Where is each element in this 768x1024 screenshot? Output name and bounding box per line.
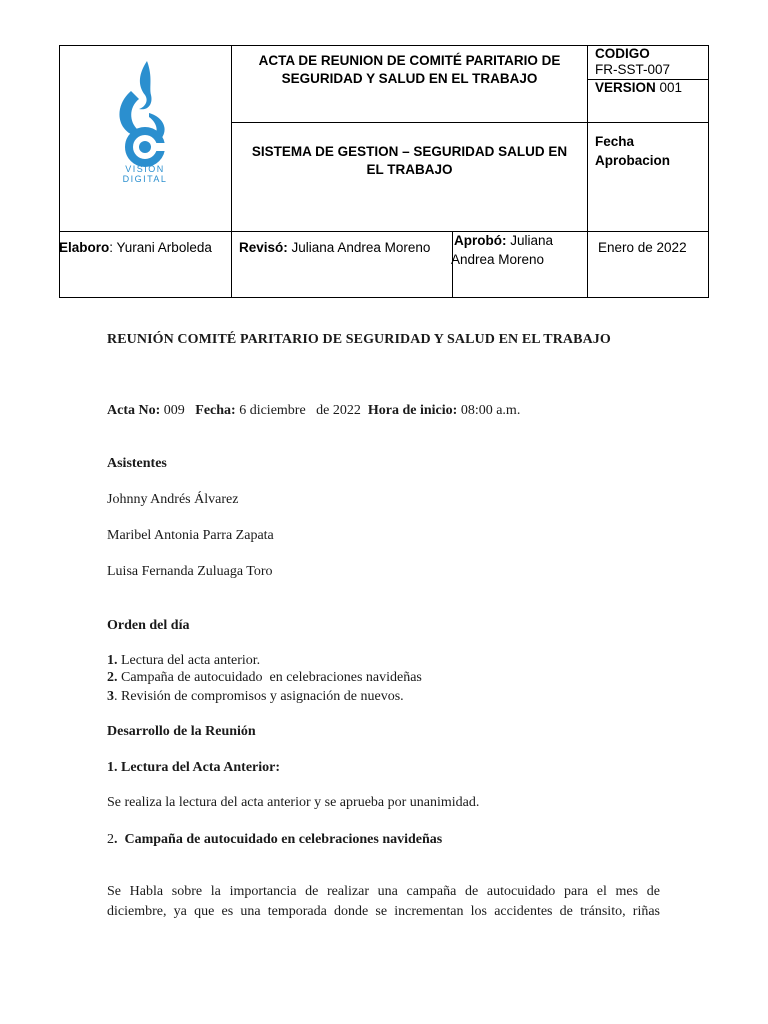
orden-item-number: 2. xyxy=(107,670,118,685)
table-divider-v2 xyxy=(587,45,588,298)
table-border-left xyxy=(59,45,60,298)
codigo-label: CODIGO xyxy=(595,46,650,61)
orden-item-number: 1. xyxy=(107,653,118,668)
asistente-item: Luisa Fernanda Zuluaga Toro xyxy=(107,564,273,579)
elaboro-cell xyxy=(59,240,212,255)
document-title xyxy=(232,52,587,88)
system-line-1: SISTEMA DE GESTION – SEGURIDAD SALUD EN xyxy=(251,144,568,159)
aprobo-value-2: Andrea Moreno xyxy=(451,252,545,267)
orden-item-text: Campaña de autocuidado en celebraciones navideñas xyxy=(117,670,422,685)
elaboro-label: Elaboro xyxy=(59,240,110,255)
orden-item-text: . Revisión de compromisos y asignación de nuevos. xyxy=(114,689,404,704)
elaboro-value: : Yurani Arboleda xyxy=(109,240,212,255)
desarrollo-heading: Desarrollo de la Reunión xyxy=(107,724,256,739)
orden-item-number: 3 xyxy=(107,689,114,704)
asistentes-heading: Asistentes xyxy=(107,456,167,471)
fecha-label: Fecha xyxy=(595,134,635,149)
section-2-number: 2 xyxy=(107,832,114,847)
reviso-value: Juliana Andrea Moreno xyxy=(287,240,431,255)
table-divider-h1 xyxy=(231,122,709,123)
section-1-text: Se realiza la lectura del acta anterior y se aprueba por unanimidad. xyxy=(107,795,480,810)
reviso-cell xyxy=(239,240,430,255)
hora-label: Hora de inicio: xyxy=(367,403,458,418)
paragraph-line: Se Habla sobre la importancia de realizar una campaña de autocuidado para el mes de xyxy=(107,884,660,899)
document-title-line-2: SEGURIDAD Y SALUD EN EL TRABAJO xyxy=(281,71,538,86)
hora-value: 08:00 a.m. xyxy=(457,403,521,418)
section-2-paragraph xyxy=(107,882,660,922)
table-border-bottom xyxy=(59,297,709,298)
document-heading: REUNIÓN COMITÉ PARITARIO DE SEGURIDAD Y SALUD EN EL TRABAJO xyxy=(107,332,611,347)
asistente-item: Johnny Andrés Álvarez xyxy=(107,492,239,507)
aprobacion-label: Aprobacion xyxy=(595,153,671,168)
logo-line-2: DIGITAL xyxy=(122,174,168,184)
asistente-item: Maribel Antonia Parra Zapata xyxy=(107,528,274,543)
table-border-right xyxy=(708,45,709,298)
aprobo-value-1: Juliana xyxy=(506,233,554,248)
fecha-aprobacion-label xyxy=(595,132,670,170)
version-value: 001 xyxy=(659,80,683,95)
acta-label: Acta No: xyxy=(107,403,161,418)
orden-item xyxy=(107,652,260,669)
orden-item xyxy=(107,688,404,705)
fecha-label: Fecha: xyxy=(195,403,236,418)
aprobo-cell xyxy=(451,231,553,269)
orden-heading: Orden del día xyxy=(107,618,190,633)
logo-line-1: VISIÓN xyxy=(125,164,165,174)
fecha-value: Enero de 2022 xyxy=(598,240,687,255)
table-divider-h3 xyxy=(59,231,709,232)
document-title-line-1: ACTA DE REUNION DE COMITÉ PARITARIO DE xyxy=(258,53,561,68)
acta-info-line xyxy=(107,402,520,419)
section-2-title: . Campaña de autocuidado en celebraciones navideñas xyxy=(114,832,443,847)
section-2-heading xyxy=(107,831,442,848)
system-line-2: EL TRABAJO xyxy=(366,162,453,177)
paragraph-line: diciembre, ya que es una temporada donde se incrementan los accidentes de tránsito, riñas xyxy=(107,904,660,919)
fecha-value-body: 6 diciembre de 2022 xyxy=(235,403,361,418)
orden-item xyxy=(107,669,422,686)
logo-wordmark xyxy=(103,164,187,184)
orden-item-text: Lectura del acta anterior. xyxy=(117,653,261,668)
aprobo-label: Aprobó: xyxy=(454,233,507,248)
version-cell xyxy=(595,80,682,96)
codigo-cell xyxy=(595,46,670,78)
codigo-value: FR-SST-007 xyxy=(595,62,671,77)
document-header-table xyxy=(59,45,709,298)
version-label: VERSION xyxy=(595,80,656,95)
system-name xyxy=(232,143,587,179)
acta-value: 009 xyxy=(160,403,185,418)
section-1-heading: 1. Lectura del Acta Anterior: xyxy=(107,760,281,775)
reviso-label: Revisó: xyxy=(239,240,288,255)
